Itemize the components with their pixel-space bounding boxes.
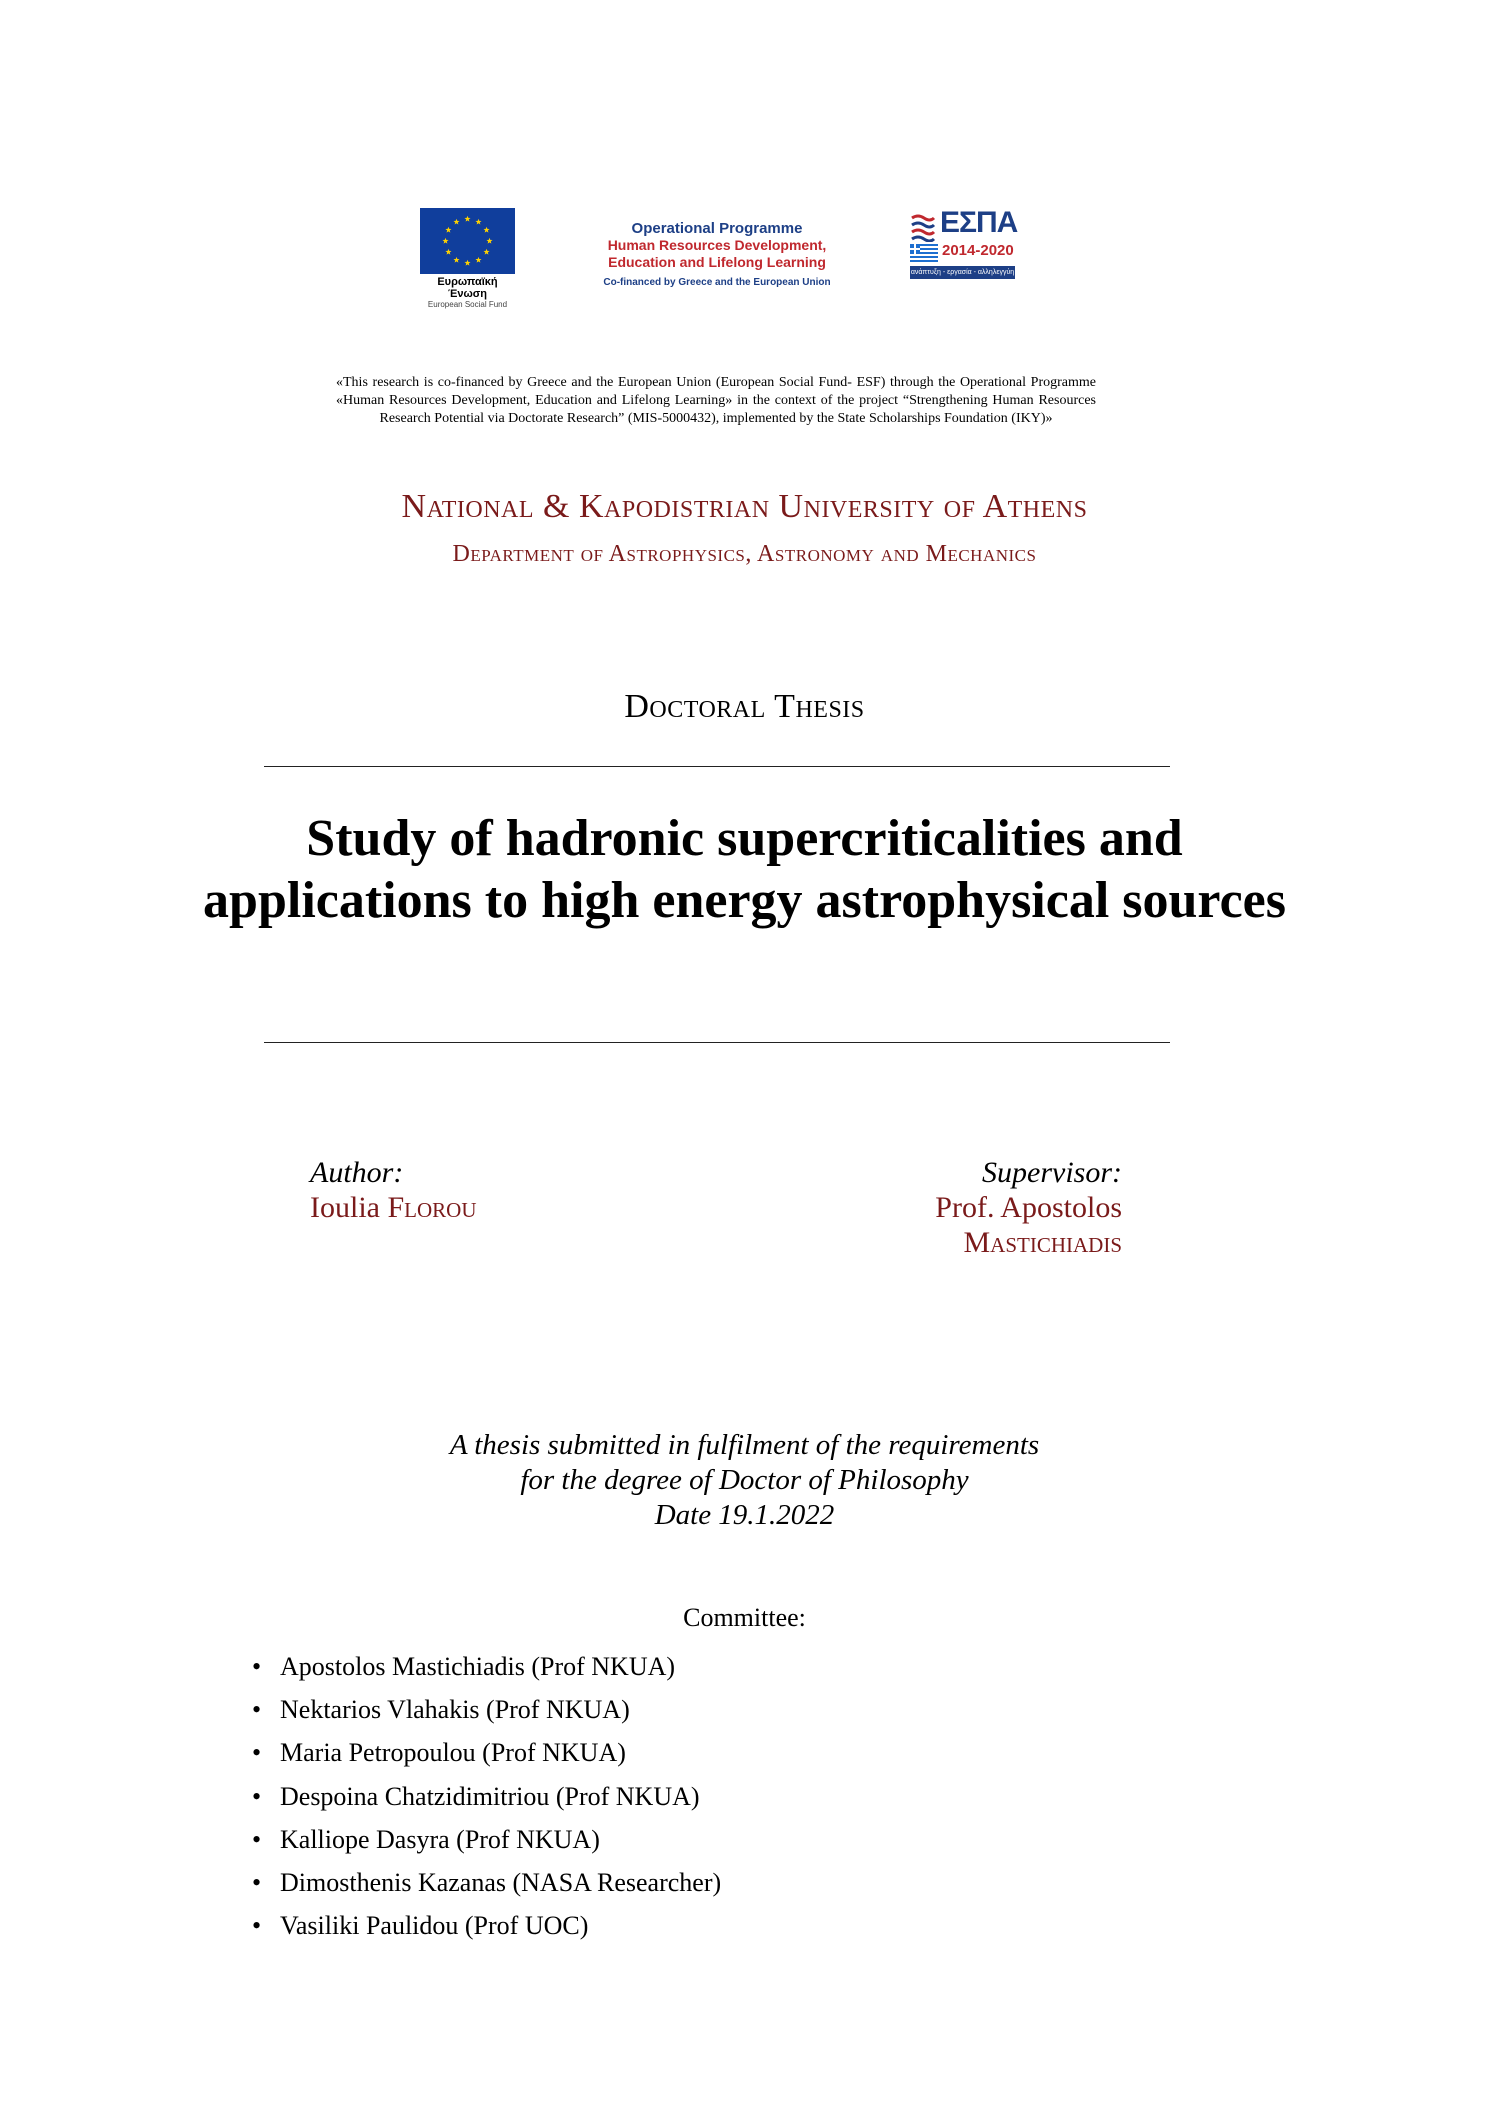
supervisor-last-name: Mastichiadis — [963, 1226, 1122, 1259]
op-logo-line2: Human Resources Development, — [607, 237, 827, 253]
eu-stars-icon — [420, 208, 515, 274]
eu-star-icon — [464, 260, 470, 266]
eu-star-icon — [475, 219, 481, 225]
eu-star-icon — [442, 238, 448, 244]
thesis-title: Study of hadronic supercriticalities and applications to high energy astrophysical sources — [203, 810, 1286, 929]
committee-member: • Maria Petropoulou (Prof NKUA) — [252, 1731, 721, 1774]
eu-star-icon — [453, 257, 459, 263]
title-rule-top — [264, 766, 1170, 767]
eu-flag-icon — [420, 208, 515, 274]
funding-statement: «This research is co-financed by Greece and the European Union (European Social Fund- ESF) through the Operational Programme «Human Resources Development, Education and Lifelong Learning» in the context of the project “Strengthening Human Resources Research Potential via Doctorate Research” (MIS-5000432), implemented by the State Scholarships Foundation (IKY)» — [336, 375, 1096, 426]
op-logo-title: Operational Programme — [631, 220, 803, 237]
author-block — [310, 1155, 477, 1225]
university-name: National & Kapodistrian University of Athens — [401, 488, 1088, 525]
espa-waves-icon — [910, 212, 936, 242]
eu-star-icon — [484, 227, 490, 233]
greek-flag-icon — [910, 244, 938, 262]
eu-star-icon — [445, 227, 451, 233]
committee-member: • Apostolos Mastichiadis (Prof NKUA) — [252, 1645, 721, 1688]
department-name: Department of Astrophysics, Astronomy and Mechanics — [452, 541, 1037, 567]
eu-star-icon — [486, 238, 492, 244]
committee-member: • Vasiliki Paulidou (Prof UOC) — [252, 1904, 721, 1947]
thesis-type: Doctoral Thesis — [624, 688, 865, 725]
espa-logo-years: 2014-2020 — [942, 242, 1014, 259]
eu-star-icon — [484, 249, 490, 255]
supervisor-label: Supervisor: — [982, 1156, 1122, 1189]
supervisor-first-name: Prof. Apostolos — [935, 1191, 1122, 1224]
submission-date: Date 19.1.2022 — [654, 1499, 835, 1531]
operational-programme-logo — [602, 220, 832, 288]
author-label: Author: — [310, 1156, 404, 1189]
committee-heading: Committee: — [683, 1603, 806, 1632]
eu-logo-subcaption: European Social Fund — [427, 300, 508, 309]
espa-logo-tagline: ανάπτυξη - εργασία - αλληλεγγύη — [910, 266, 1015, 279]
op-logo-line3: Education and Lifelong Learning — [608, 254, 826, 270]
author-name — [310, 1190, 477, 1225]
espa-logo-name: ΕΣΠΑ — [940, 206, 1018, 239]
eu-star-icon — [464, 216, 470, 222]
eu-star-icon — [453, 219, 459, 225]
submission-line-2: for the degree of Doctor of Philosophy — [520, 1464, 969, 1496]
committee-member: • Dimosthenis Kazanas (NASA Researcher) — [252, 1861, 721, 1904]
committee-member: • Nektarios Vlahakis (Prof NKUA) — [252, 1688, 721, 1731]
committee-list — [252, 1645, 721, 1947]
op-logo-cofinanced: Co-financed by Greece and the European Union — [603, 277, 831, 288]
submission-line-1: A thesis submitted in fulfilment of the requirements — [449, 1429, 1040, 1461]
supervisor-block — [860, 1155, 1122, 1260]
title-rule-bottom — [264, 1042, 1170, 1043]
author-last-name: Florou — [387, 1191, 477, 1224]
eu-logo — [420, 208, 515, 309]
eu-star-icon — [445, 249, 451, 255]
submission-statement — [0, 1428, 1489, 1533]
author-first-name: Ioulia — [310, 1191, 380, 1224]
eu-star-icon — [475, 257, 481, 263]
committee-member: • Kalliope Dasyra (Prof NKUA) — [252, 1818, 721, 1861]
committee-member: • Despoina Chatzidimitriou (Prof NKUA) — [252, 1775, 721, 1818]
eu-logo-caption: Ευρωπαϊκή Ένωση — [437, 276, 498, 300]
